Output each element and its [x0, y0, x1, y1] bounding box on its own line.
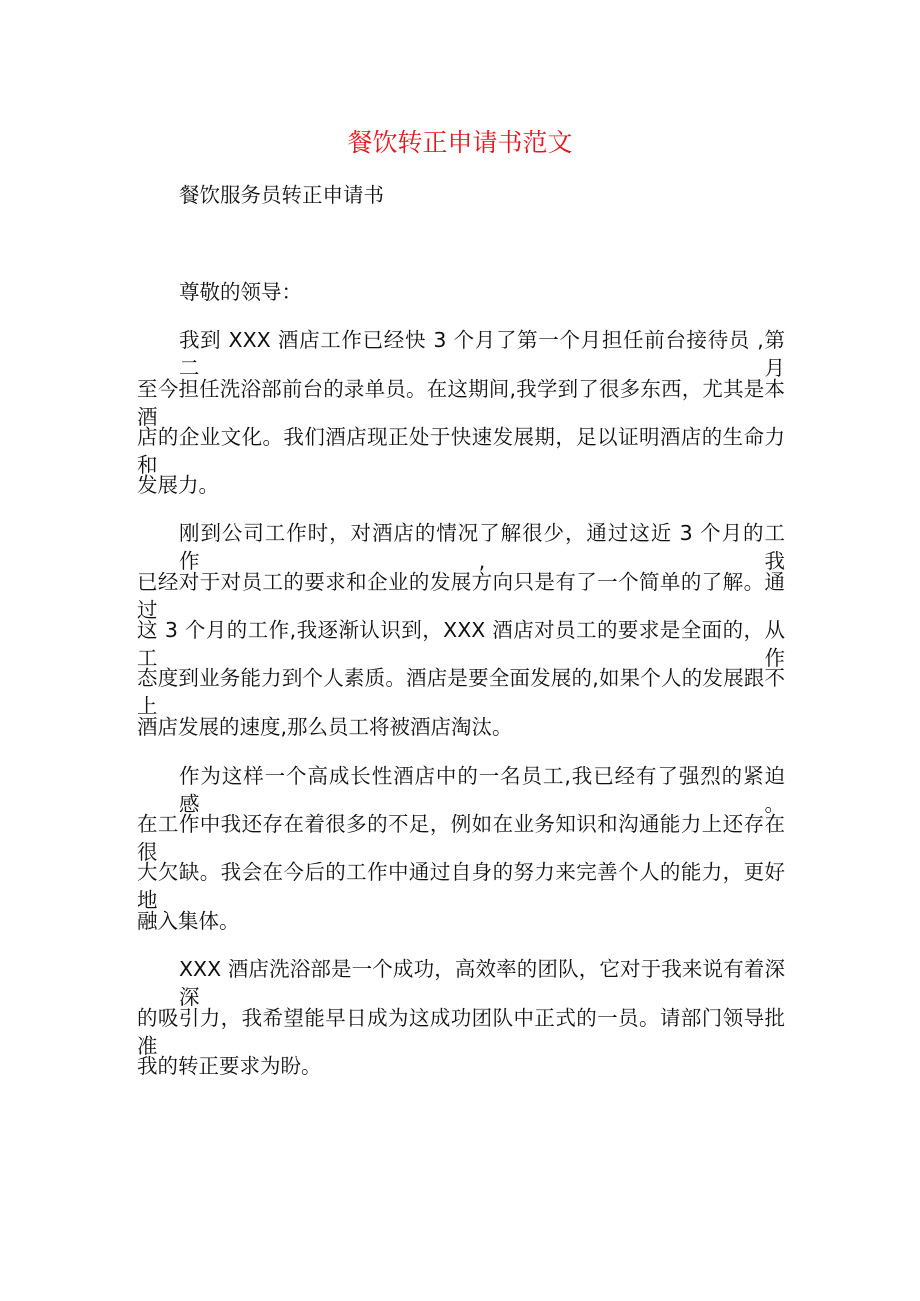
- paragraph-line: 这 3 个月的工作,我逐渐认识到，XXX 酒店对员工的要求是全面的，从工作: [137, 618, 785, 670]
- paragraph-line: 刚到公司工作时，对酒店的情况了解很少，通过这近 3 个月的工作,我: [179, 521, 785, 573]
- paragraph-line: 已经对于对员工的要求和企业的发展方向只是有了一个简单的了解。通过: [137, 570, 785, 622]
- paragraph-line: 我到 XXX 酒店工作已经快 3 个月了第一个月担任前台接待员 ,第二月: [179, 328, 785, 380]
- paragraph-line: 的吸引力，我希望能早日成为这成功团队中正式的一员。请部门领导批准: [137, 1006, 785, 1058]
- paragraph-line: 酒店发展的速度,那么员工将被酒店淘汰。: [137, 715, 513, 739]
- paragraph-line: 至今担任洗浴部前台的录单员。在这期间,我学到了很多东西，尤其是本酒: [137, 377, 785, 429]
- paragraph-line: 我的转正要求为盼。: [137, 1054, 322, 1078]
- document-subtitle: 餐饮服务员转正申请书: [179, 183, 384, 207]
- paragraph-line: 发展力。: [137, 473, 219, 497]
- paragraph-line: 融入集体。: [137, 909, 240, 933]
- document-title: 餐饮转正申请书范文: [347, 128, 573, 157]
- paragraph-line: 店的企业文化。我们酒店现正处于快速发展期，足以证明酒店的生命力和: [137, 425, 785, 477]
- salutation: 尊敬的领导：: [179, 280, 302, 304]
- paragraph-line: 在工作中我还存在着很多的不足，例如在业务知识和沟通能力上还存在很: [137, 812, 785, 864]
- paragraph-line: 大欠缺。我会在今后的工作中通过自身的努力来完善个人的能力，更好地: [137, 860, 785, 912]
- paragraph-line: 态度到业务能力到个人素质。酒店是要全面发展的,如果个人的发展跟不上: [137, 666, 785, 718]
- paragraph-line: XXX 酒店洗浴部是一个成功，高效率的团队，它对于我来说有着深深: [179, 957, 785, 1009]
- paragraph-line: 作为这样一个高成长性酒店中的一名员工,我已经有了强烈的紧迫感。: [179, 764, 785, 816]
